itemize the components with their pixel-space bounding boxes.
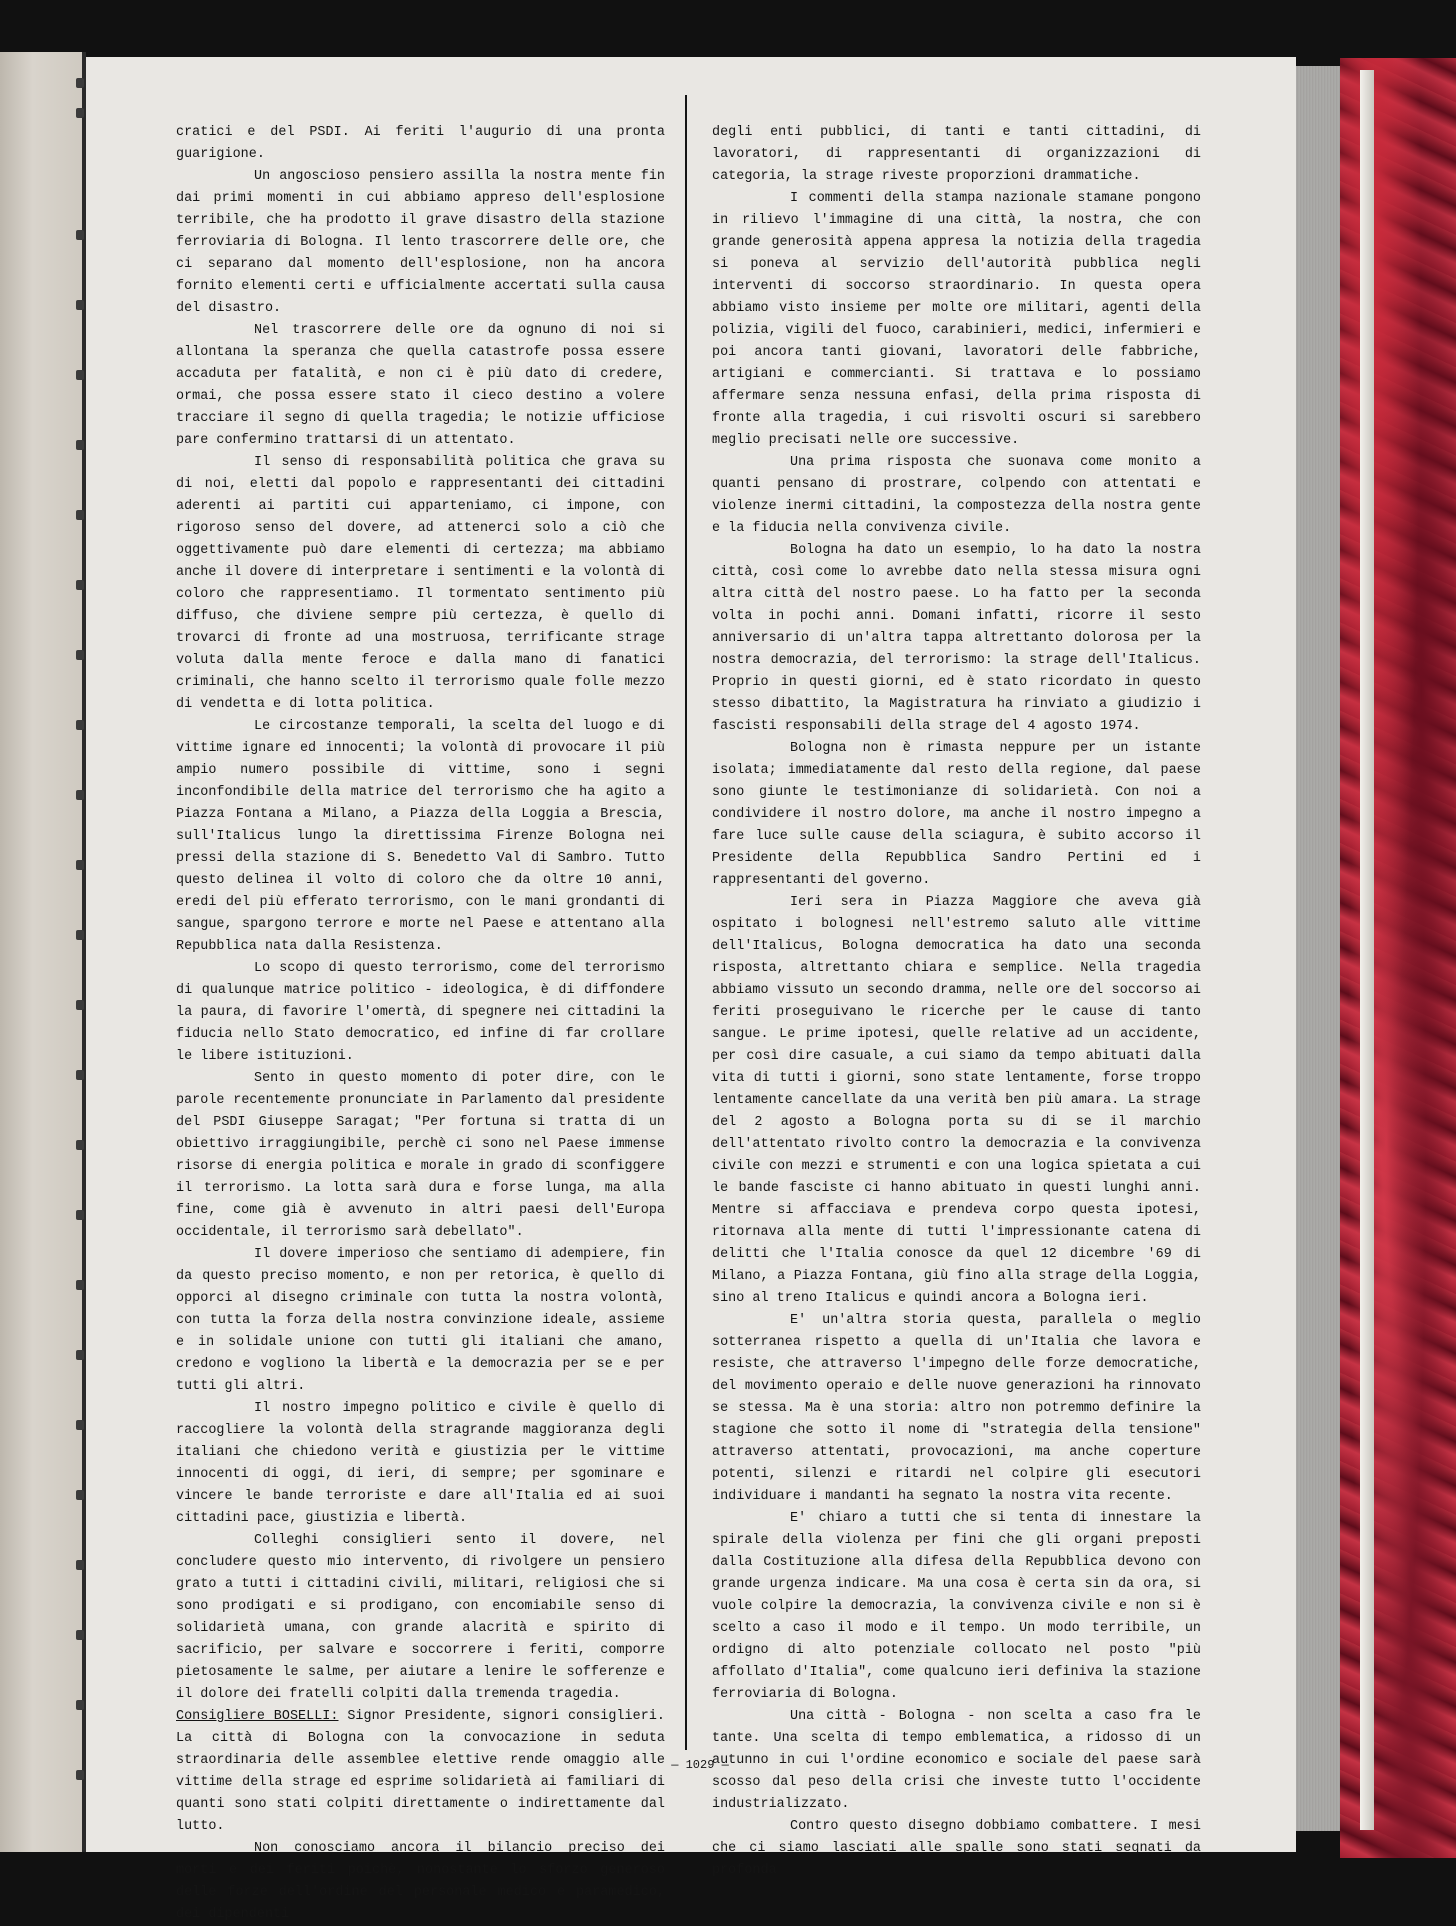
marbled-cover	[1340, 58, 1456, 1858]
paragraph-text: cratici e del PSDI. Ai feriti l'augurio di una pronta guarigione.	[176, 125, 665, 162]
paragraph	[176, 1530, 665, 1706]
paragraph	[712, 1310, 1201, 1508]
paragraph-text: Sento in questo momento di poter dire, con le parole recentemente pronunciate in Parlamento dal presidente del PSDI Giuseppe Saragat; "Per fortuna si tratta di un obiettivo irraggiungibile, perchè ci sono nel Paese immense risorse di energia politica e morale in grado di sconfiggere il terrorismo. La lotta sarà dura e forse lunga, ma alla fine, come già è avvenuto in altri paesi dell'Europa occidentale, il terrorismo sarà debellato".	[176, 1071, 665, 1240]
paragraph	[176, 122, 665, 166]
speaker-name: Consigliere BOSELLI:	[176, 1709, 339, 1724]
paragraph-text: Colleghi consiglieri sento il dovere, nel concludere questo mio intervento, di rivolgere un pensiero grato a tutti i cittadini civili, militari, religiosi che si sono prodigati e si prodigano, con encomiabile senso di solidarietà umana, con grande alacrità e spirito di sacrificio, per salvare e soccorrere i feriti, comporre pietosamente le salme, per aiutare a lenire le sofferenze e il dolore dei fratelli colpiti dalla tremenda tragedia.	[176, 1533, 665, 1702]
facing-page-edge	[0, 52, 82, 1852]
paragraph	[712, 738, 1201, 892]
binding-tab	[76, 1700, 84, 1710]
binding-tab	[76, 1000, 84, 1010]
paragraph	[712, 1706, 1201, 1816]
binding-tab	[76, 370, 84, 380]
paragraph	[176, 1838, 665, 1926]
paragraph	[712, 540, 1201, 738]
binding-tab	[76, 1490, 84, 1500]
paragraph-text: Un angoscioso pensiero assilla la nostra mente fin dai primi momenti in cui abbiamo appreso dell'esplosione terribile, che ha prodotto il grave disastro della stazione ferroviaria di Bologna. Il lento trascorrere delle ore, che ci separano dal momento dell'esplosione, non ha ancora fornito elementi certi e ufficialmente accertati sulla causa del disastro.	[176, 169, 665, 316]
binding-tab	[76, 1350, 84, 1360]
binding-tab	[76, 78, 84, 88]
paragraph-text: Ieri sera in Piazza Maggiore che aveva già ospitato i bolognesi nell'estremo saluto alle vittime dell'Italicus, Bologna democratica ha dato una seconda risposta, altrettanto chiara e semplice. Nella tragedia abbiamo vissuto un secondo dramma, nelle ore del soccorso ai feriti proseguivano le ricerche per le cause di tanto sangue. Le prime ipotesi, quelle relative ad un accidente, per così dire casuale, a cui siamo da tempo abituati dalla vita di tutti i giorni, sono state lentamente, forse troppo lentamente cancellate da una verità ben più amara. La strage del 2 agosto a Bologna porta su di se il marchio dell'attentato rivolto contro la democrazia e la convivenza civile con mezzi e strumenti e con una logica spietata a cui le bande fasciste ci hanno abituato in questi lunghi anni. Mentre si affacciava e prendeva corpo questa ipotesi, ritornava alla mente di tutti l'impressionante catena di delitti che l'Italia conosce da quel 12 dicembre '69 di Milano, a Piazza Fontana, giù fino alla strage della Loggia, sino al treno Italicus e quindi ancora a Bologna ieri.	[712, 895, 1201, 1306]
page-number: — 1029 —	[671, 1758, 729, 1772]
paragraph-text: degli enti pubblici, di tanti e tanti cittadini, di lavoratori, di rappresentanti di organizzazioni di categoria, la strage riveste proporzioni drammatiche.	[712, 125, 1201, 184]
paragraph	[176, 1706, 665, 1838]
paragraph-text: Non conosciamo ancora il bilancio preciso dei morti e dei feriti poichè, nonostante lo sforzo generoso delle forze dell'ordine del personale medico e paramedico, dei dipendenti	[176, 1841, 665, 1922]
paragraph-text: I commenti della stampa nazionale stamane pongono in rilievo l'immagine di una città, la nostra, che con grande generosità appena appresa la notizia della tragedia si poneva al servizio dell'autorità pubblica negli interventi di soccorso straordinario. In questa opera abbiamo visto insieme per molte ore militari, agenti della polizia, vigili del fuoco, carabinieri, medici, infermieri e poi ancora tanti giovani, lavoratori delle fabbriche, artigiani e commercianti. Si trattava e lo possiamo affermare senza nessuna enfasi, della prima risposta di fronte alla tragedia, i cui risvolti oscuri si sarebbero meglio precisati nelle ore successive.	[712, 191, 1201, 448]
paragraph-text: E' un'altra storia questa, parallela o meglio sotterranea rispetto a quella di un'Italia che lavora e resiste, che attraverso l'impegno delle forze democratiche, del movimento operaio e delle nuove generazioni ha rinnovato se stessa. Ma è una storia: altro non potremmo definire la stagione che sotto il nome di "strategia della tensione" attraverso attentati, provocazioni, ma anche coperture potenti, silenzi e ritardi nel colpire gli esecutori individuare i mandanti ha segnato la nostra vita recente.	[712, 1313, 1201, 1504]
binding-tab	[76, 930, 84, 940]
paragraph-text: Nel trascorrere delle ore da ognuno di noi si allontana la speranza che quella catastrofe possa essere accaduta per fatalità, e non ci è più dato di credere, ormai, che possa essere stato il cieco destino a volere tracciare il segno di quella tragedia; le notizie ufficiose pare confermino trattarsi di un attentato.	[176, 323, 665, 448]
paragraph	[176, 166, 665, 320]
binding-tab	[76, 440, 84, 450]
paragraph	[176, 1068, 665, 1244]
paragraph-text: Il nostro impegno politico e civile è quello di raccogliere la volontà della stragrande maggioranza degli italiani che chiedono verità e giustizia per le vittime innocenti di oggi, di ieri, di sempre; per sgominare e vincere le bande terroriste e dare all'Italia ed ai suoi cittadini pace, giustizia e libertà.	[176, 1401, 665, 1526]
paragraph	[176, 320, 665, 452]
paragraph-text: Signor Presidente, signori consiglieri. La città di Bologna con la convocazione in seduta straordinaria delle assemblee elettive rende omaggio alle vittime della strage ed esprime solidarietà ai familiari di quanti sono stati colpiti direttamente o indirettamente dal lutto.	[176, 1709, 665, 1834]
binding-tab	[76, 510, 84, 520]
binding-tab	[76, 1420, 84, 1430]
paragraph	[712, 892, 1201, 1310]
text-column-right	[712, 122, 1201, 1882]
paragraph-text: Una prima risposta che suonava come monito a quanti pensano di prostrare, colpendo con attentati e violenze inermi cittadini, la compostezza della nostra gente e la fiducia nella convivenza civile.	[712, 455, 1201, 536]
paragraph	[712, 1508, 1201, 1706]
paragraph-text: Una città - Bologna - non scelta a caso fra le tante. Una scelta di tempo emblematica, a ridosso di un autunno in cui l'ordine economico e sociale del paese sarà scosso dal peso della crisi che investe tutto l'occidente industrializzato.	[712, 1709, 1201, 1812]
cover-board-edge	[1360, 70, 1374, 1830]
paragraph-text: Le circostanze temporali, la scelta del luogo e di vittime ignare ed innocenti; la volontà di provocare il più ampio numero possibile di vittime, sono i segni inconfondibile della matrice del terrorismo che ha agito a Piazza Fontana a Milano, a Piazza della Loggia a Brescia, sull'Italicus lungo la direttissima Firenze Bologna nei pressi della stazione di S. Benedetto Val di Sambro. Tutto questo delinea il volto di coloro che da oltre 10 anni, eredi del più efferato terrorismo, con le mani grondanti di sangue, spargono terrore e morte nel Paese e attentano alla Repubblica nata dalla Resistenza.	[176, 719, 665, 954]
paragraph	[176, 1398, 665, 1530]
paragraph	[712, 122, 1201, 188]
binding-tab	[76, 1560, 84, 1570]
binding-tab	[76, 650, 84, 660]
binding-tab	[76, 1140, 84, 1150]
binding-tab	[76, 300, 84, 310]
binding-tab	[76, 1630, 84, 1640]
paragraph-text: Contro questo disegno dobbiamo combattere. I mesi che ci siamo lasciati alle spalle sono stati segnati da profonda	[712, 1819, 1201, 1878]
paragraph-text: Bologna ha dato un esempio, lo ha dato la nostra città, così come lo avrebbe dato nella stessa misura ogni altra città del nostro paese. Lo ha fatto per la seconda volta in pochi anni. Domani infatti, ricorre il sesto anniversario di un'altra tappa altrettanto dolorosa per la nostra democrazia, del terrorismo: la strage dell'Italicus. Proprio in questi giorni, ed è stato ricordato in questo stesso dibattito, la Magistratura ha rinviato a giudizio i fascisti responsabili della strage del 4 agosto 1974.	[712, 543, 1201, 734]
paragraph	[712, 188, 1201, 452]
paragraph-text: E' chiaro a tutti che si tenta di innestare la spirale della violenza per fini che gli organi preposti dalla Costituzione alla difesa della Repubblica devono con grande urgenza indicare. Ma una cosa è certa sin da ora, si vuole colpire la democrazia, la convivenza civile e non si è scelto a caso il modo e il tempo. Un modo terribile, un ordigno di alto potenziale collocato nel posto "più affollato d'Italia", come qualcuno ieri definiva la stazione ferroviaria di Bologna.	[712, 1511, 1201, 1702]
paragraph	[712, 452, 1201, 540]
binding-tab	[76, 1770, 84, 1780]
text-column-left	[176, 122, 665, 1926]
paragraph-text: Lo scopo di questo terrorismo, come del terrorismo di qualunque matrice politico - ideologica, è di diffondere la paura, di favorire l'omertà, di spegnere nei cittadini la fiducia nello Stato democratico, ed infine di far crollare le libere istituzioni.	[176, 961, 665, 1064]
binding-tab	[76, 790, 84, 800]
paragraph	[176, 1244, 665, 1398]
binding-tab	[76, 230, 84, 240]
paragraph	[712, 1816, 1201, 1882]
binding-tab	[76, 1070, 84, 1080]
paragraph	[176, 958, 665, 1068]
binding-tab	[76, 108, 84, 118]
paragraph	[176, 452, 665, 716]
binding-tab	[76, 1210, 84, 1220]
paragraph-text: Bologna non è rimasta neppure per un istante isolata; immediatamente dal resto della regione, dal paese sono giunte le testimonianze di solidarietà. Con noi a condividere il nostro dolore, ma anche il nostro impegno a fare luce sulle cause della sciagura, è subito accorso il Presidente della Repubblica Sandro Pertini ed i rappresentanti del governo.	[712, 741, 1201, 888]
binding-tab	[76, 860, 84, 870]
paragraph	[176, 716, 665, 958]
paragraph-text: Il dovere imperioso che sentiamo di adempiere, fin da questo preciso momento, e non per retorica, è quello di opporci al disegno criminale con tutta la nostra volontà, con tutta la forza della nostra convinzione ideale, assieme e in solidale unione con tutti gli italiani che amano, credono e vogliono la libertà e la democrazia per se e per tutti gli altri.	[176, 1247, 665, 1394]
binding-tab	[76, 580, 84, 590]
paragraph-text: Il senso di responsabilità politica che grava su di noi, eletti dal popolo e rappresentanti dei cittadini aderenti ai partiti cui apparteniamo, ci impone, con rigoroso senso del dovere, ad attenerci solo a ciò che oggettivamente può dare elementi di certezza; ma abbiamo anche il dovere di interpretare i sentimenti e la volontà di coloro che rappresentiamo. Il tormentato sentimento più diffuso, che diviene sempre più certezza, è quello di trovarci di fronte ad una mostruosa, terrificante strage voluta dalla mente feroce e dalla mano di fanatici criminali, che hanno scelto il terrorismo quale folle mezzo di vendetta e di lotta politica.	[176, 455, 665, 712]
binding-tab	[76, 720, 84, 730]
column-divider	[685, 95, 687, 1750]
binding-tab	[76, 1280, 84, 1290]
